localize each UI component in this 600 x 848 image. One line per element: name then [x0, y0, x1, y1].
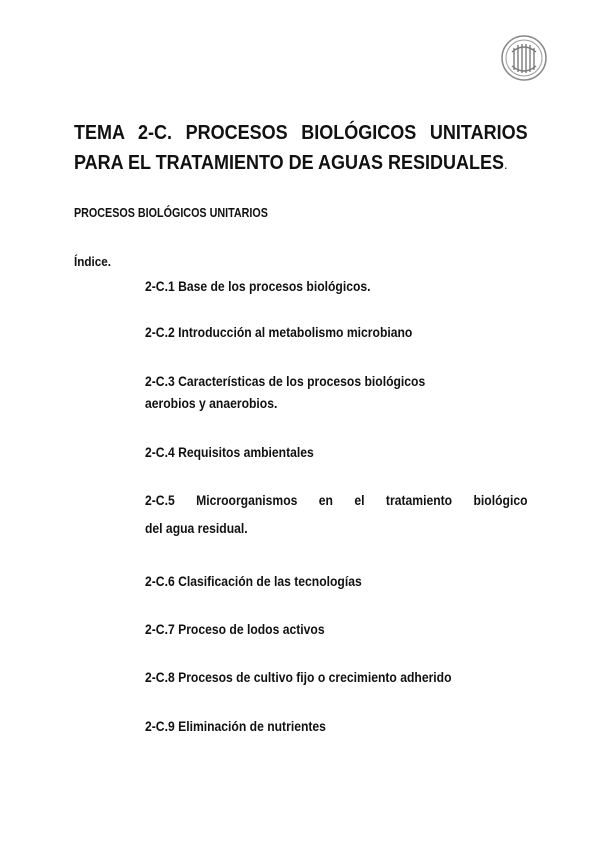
title-line-1: TEMA 2-C. PROCESOS BIOLÓGICOS UNITARIOS — [74, 122, 528, 144]
toc-item-text: 2-C.9 Eliminación de nutrientes — [145, 719, 326, 734]
toc-item-text: 2-C.6 Clasificación de las tecnologías — [145, 574, 362, 589]
toc-item-2-c-1 — [145, 276, 528, 298]
university-seal-icon — [500, 34, 548, 82]
toc-item-2-c-9 — [145, 716, 528, 738]
toc-item-2-c-2 — [145, 322, 528, 344]
toc-item-2-c-5 — [145, 490, 528, 540]
toc-item-2-c-3 — [145, 371, 528, 415]
toc-item-text — [145, 490, 528, 540]
toc-item-line-2: aerobios y anaerobios. — [145, 396, 278, 411]
toc-item-line-1: 2-C.5 Microorganismos en el tratamiento biológico — [145, 493, 528, 508]
index-heading: Índice. — [74, 254, 112, 269]
toc-item-text: 2-C.2 Introducción al metabolismo microbiano — [145, 325, 413, 340]
section-subtitle: PROCESOS BIOLÓGICOS UNITARIOS — [74, 206, 268, 220]
toc-item-2-c-6 — [145, 571, 528, 593]
toc-item-text: 2-C.4 Requisitos ambientales — [145, 445, 314, 460]
title-period: . — [504, 156, 508, 172]
title-line-2-text: PARA EL TRATAMIENTO DE AGUAS RESIDUALES — [74, 152, 505, 174]
toc-item-text: 2-C.8 Procesos de cultivo fijo o crecimiento adherido — [145, 670, 452, 685]
toc-item-2-c-7 — [145, 619, 528, 641]
toc-item-2-c-4 — [145, 442, 528, 464]
toc-item-2-c-8 — [145, 667, 528, 689]
toc-item-line-1: 2-C.3 Características de los procesos biológicos — [145, 374, 426, 389]
toc-item-text: 2-C.7 Proceso de lodos activos — [145, 622, 325, 637]
toc-item-text — [145, 371, 528, 415]
document-title — [74, 118, 528, 179]
toc-item-text: 2-C.1 Base de los procesos biológicos. — [145, 279, 371, 294]
toc-item-line-2: del agua residual. — [145, 521, 248, 536]
title-line-2 — [74, 148, 508, 179]
